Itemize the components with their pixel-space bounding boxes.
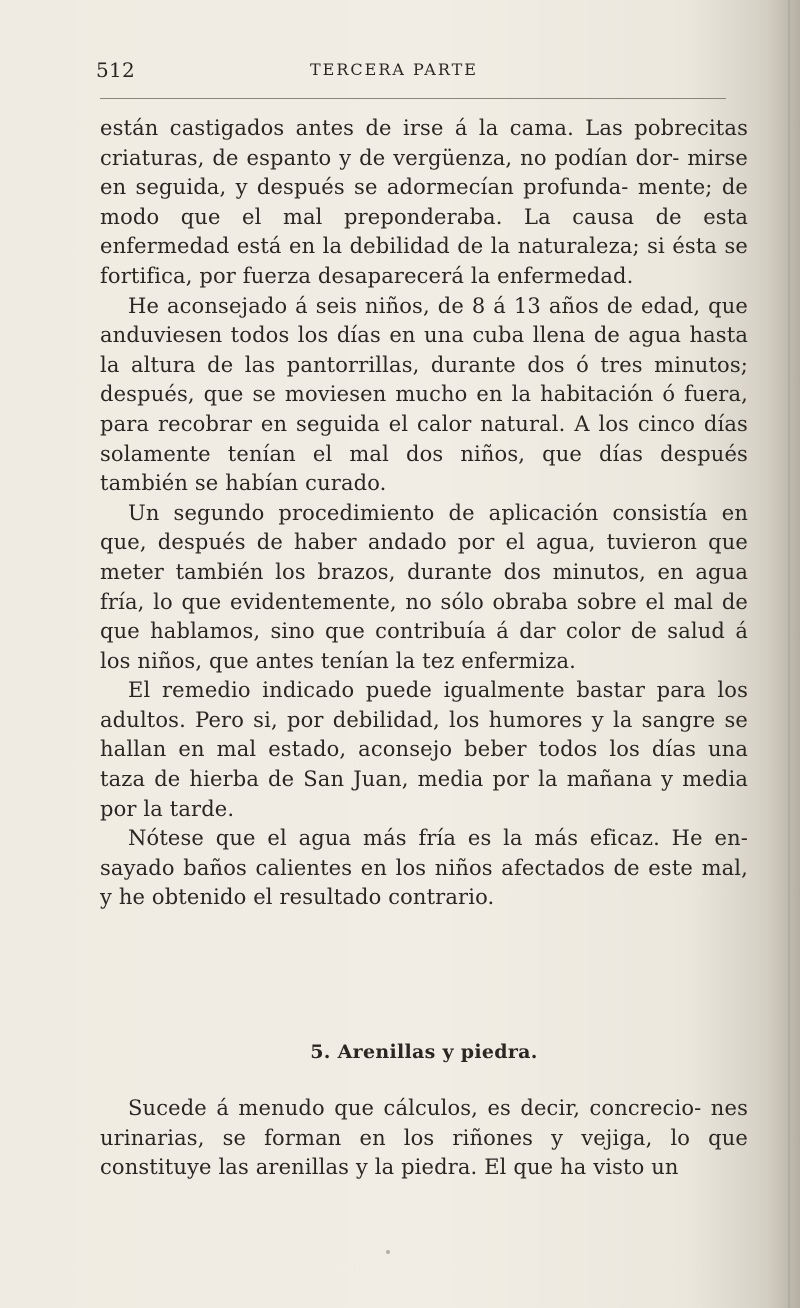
paragraph-5: Nótese que el agua más fría es la más eficaz. He en- sayado baños calientes en los niños afectados de este mal, y he obtenido el resultado contrario. bbox=[100, 826, 748, 910]
page-header bbox=[96, 58, 744, 88]
paragraph-1: están castigados antes de irse á la cama. Las pobrecitas criaturas, de espanto y de vergüenza, no podían dor- mirse en seguida, y después se adormecían profunda- mente; de modo que el mal preponderaba. La causa de esta enfermedad está en la debilidad de la naturaleza; si ésta se fortifica, por fuerza desaparecerá la enfermedad. bbox=[100, 116, 748, 288]
paragraph-4: El remedio indicado puede igualmente bastar para los adultos. Pero si, por debilidad, los humores y la sangre se hallan en mal estado, aconsejo beber todos los días una taza de hierba de San Juan, media por la mañana y media por la tarde. bbox=[100, 678, 748, 821]
running-head: TERCERA PARTE bbox=[310, 60, 478, 79]
header-rule bbox=[100, 98, 726, 99]
paragraph-6: Sucede á menudo que cálculos, es decir, concrecio- nes urinarias, se forman en los riñones y vejiga, lo que constituye las arenillas y la piedra. El que ha visto un bbox=[100, 1096, 748, 1180]
page-number: 512 bbox=[96, 58, 136, 82]
section-heading: 5. Arenillas y piedra. bbox=[310, 1041, 538, 1063]
paragraph-3: Un segundo procedimiento de aplicación consistía en que, después de haber andado por el agua, tuvieron que meter también los brazos, durante dos minutos, en agua fría, lo que evidentemente, no sólo obraba sobre el mal de que hablamos, sino que contribuía á dar color de salud á los niños, que antes tenían la tez enfermiza. bbox=[100, 500, 748, 673]
ink-speck bbox=[386, 1250, 390, 1254]
main-text-block bbox=[100, 114, 748, 913]
section-body bbox=[100, 1094, 748, 1183]
page-right-edge-line bbox=[788, 0, 790, 1308]
page-edge-shadow bbox=[766, 0, 800, 1308]
paragraph-2: He aconsejado á seis niños, de 8 á 13 años de edad, que anduviesen todos los días en una cuba llena de agua hasta la altura de las pantorrillas, durante dos ó tres minutos; después, que se moviesen mucho en la habitación ó fuera, para recobrar en seguida el calor natural. A los cinco días solamente tenían el mal dos niños, que días después también se habían curado. bbox=[100, 293, 748, 496]
